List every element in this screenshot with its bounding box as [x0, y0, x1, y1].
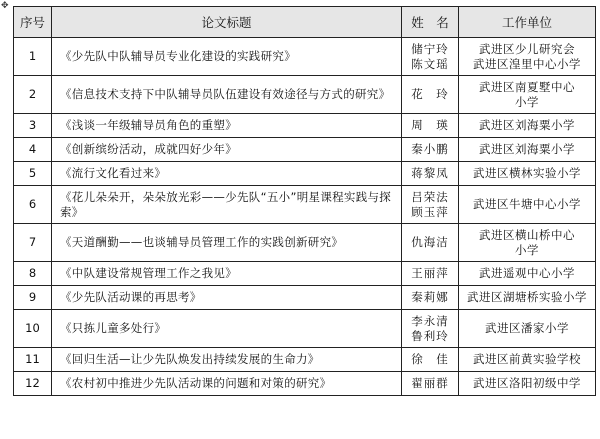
table-row — [14, 372, 596, 396]
work-unit: 武进区南夏墅中心 — [479, 79, 575, 94]
work-unit-cell — [459, 162, 596, 186]
move-handle-icon[interactable]: ✥ — [1, 1, 9, 11]
work-unit: 武进区少儿研究会 — [479, 41, 575, 56]
work-unit-cell — [459, 224, 596, 262]
work-unit-cell — [459, 286, 596, 310]
author-name: 秦莉娜 — [411, 290, 449, 304]
author-name-cell — [402, 114, 459, 138]
author-name-cell — [402, 162, 459, 186]
author-name: 翟丽群 — [411, 376, 449, 390]
author-name-cell — [402, 310, 459, 348]
table-row — [14, 262, 596, 286]
paper-list-table — [13, 6, 596, 396]
author-name: 顾玉萍 — [411, 204, 449, 219]
work-unit: 武进遥观中心小学 — [479, 266, 575, 280]
author-name: 吕荣法 — [411, 189, 449, 204]
author-name-cell — [402, 348, 459, 372]
table-row — [14, 162, 596, 186]
table-row — [14, 310, 596, 348]
row-number: 12 — [14, 372, 52, 396]
work-unit: 武进区刘海粟小学 — [479, 142, 575, 156]
table-body — [14, 38, 596, 396]
header-row — [14, 7, 596, 38]
paper-title: 《浅谈一年级辅导员角色的重塑》 — [52, 114, 402, 138]
paper-title: 《只拣儿童多处行》 — [52, 310, 402, 348]
author-name: 秦小鹏 — [411, 142, 449, 156]
work-unit-cell — [459, 76, 596, 114]
paper-title: 《天道酬勤——也谈辅导员管理工作的实践创新研究》 — [52, 224, 402, 262]
row-number: 2 — [14, 76, 52, 114]
row-number: 4 — [14, 138, 52, 162]
author-name-cell — [402, 138, 459, 162]
table-row — [14, 186, 596, 224]
author-name-cell — [402, 372, 459, 396]
author-name: 陈文瑶 — [411, 56, 449, 71]
work-unit: 武进区横山桥中心 — [479, 227, 575, 242]
work-unit-cell — [459, 310, 596, 348]
work-unit: 小学 — [515, 94, 539, 109]
work-unit: 小学 — [515, 242, 539, 257]
work-unit: 武进区牛塘中心小学 — [473, 197, 581, 211]
work-unit-cell — [459, 38, 596, 76]
work-unit: 武进区湟里中心小学 — [473, 56, 581, 71]
row-number: 11 — [14, 348, 52, 372]
author-name-cell — [402, 38, 459, 76]
author-name: 周 瑛 — [411, 118, 449, 132]
author-name-cell — [402, 224, 459, 262]
author-name: 王丽萍 — [411, 266, 449, 280]
paper-title: 《创新缤纷活动，成就四好少年》 — [52, 138, 402, 162]
row-number: 7 — [14, 224, 52, 262]
row-number: 8 — [14, 262, 52, 286]
row-number: 1 — [14, 38, 52, 76]
author-name: 蒋黎凤 — [411, 166, 449, 180]
table-row — [14, 38, 596, 76]
author-name-cell — [402, 262, 459, 286]
author-name: 仇海洁 — [411, 235, 449, 249]
work-unit: 武进区横林实验小学 — [473, 166, 581, 180]
author-name: 徐 佳 — [411, 352, 449, 366]
author-name-cell — [402, 286, 459, 310]
work-unit-cell — [459, 138, 596, 162]
row-number: 6 — [14, 186, 52, 224]
work-unit-cell — [459, 114, 596, 138]
work-unit: 武进区潘家小学 — [485, 321, 569, 335]
table-row — [14, 224, 596, 262]
table-row — [14, 138, 596, 162]
work-unit: 武进区前黄实验学校 — [473, 352, 581, 366]
work-unit: 武进区湖塘桥实验小学 — [467, 290, 587, 304]
table-row — [14, 348, 596, 372]
table-row — [14, 286, 596, 310]
paper-title: 《少先队活动课的再思考》 — [52, 286, 402, 310]
row-number: 3 — [14, 114, 52, 138]
table-row — [14, 76, 596, 114]
header-no: 序号 — [14, 7, 52, 38]
row-number: 5 — [14, 162, 52, 186]
row-number: 10 — [14, 310, 52, 348]
work-unit-cell — [459, 262, 596, 286]
paper-title: 《中队建设常规管理工作之我见》 — [52, 262, 402, 286]
row-number: 9 — [14, 286, 52, 310]
header-name: 姓 名 — [402, 7, 459, 38]
author-name-cell — [402, 76, 459, 114]
paper-title: 《农村初中推进少先队活动课的问题和对策的研究》 — [52, 372, 402, 396]
header-title: 论文标题 — [52, 7, 402, 38]
header-unit: 工作单位 — [459, 7, 596, 38]
author-name: 花 玲 — [411, 87, 449, 101]
author-name: 鲁利玲 — [411, 328, 449, 343]
paper-title: 《少先队中队辅导员专业化建设的实践研究》 — [52, 38, 402, 76]
work-unit: 武进区洛阳初级中学 — [473, 376, 581, 390]
author-name: 储宁玲 — [411, 41, 449, 56]
paper-title: 《信息技术支持下中队辅导员队伍建设有效途径与方式的研究》 — [52, 76, 402, 114]
paper-title: 《流行文化看过来》 — [52, 162, 402, 186]
work-unit-cell — [459, 348, 596, 372]
paper-title: 《回归生活—让少先队焕发出持续发展的生命力》 — [52, 348, 402, 372]
author-name: 李永清 — [411, 313, 449, 328]
author-name-cell — [402, 186, 459, 224]
work-unit-cell — [459, 186, 596, 224]
paper-title: 《花儿朵朵开，朵朵放光彩——少先队“五小”明星课程实践与探索》 — [52, 186, 402, 224]
work-unit-cell — [459, 372, 596, 396]
work-unit: 武进区刘海粟小学 — [479, 118, 575, 132]
table-row — [14, 114, 596, 138]
